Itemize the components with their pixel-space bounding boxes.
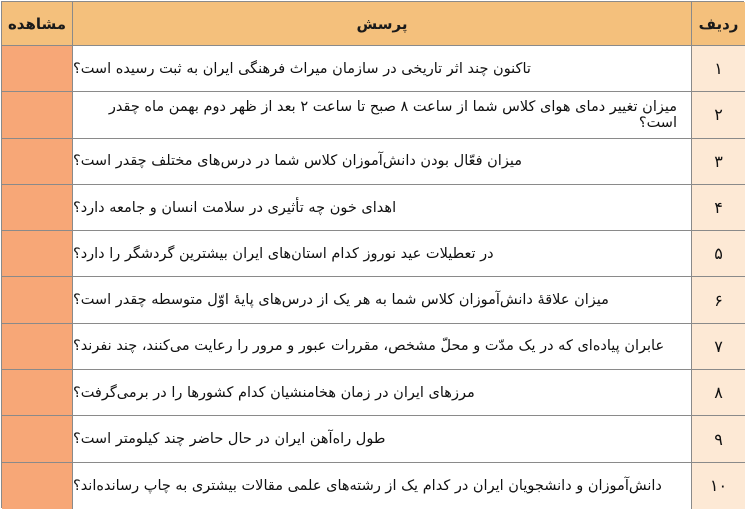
row-number-cell — [692, 92, 745, 138]
observation-cell[interactable] — [2, 463, 73, 509]
question-text: دانش‌آموزان و دانشجویان ایران در کدام یک از رشته‌های علمی مقالات بیشتری به چاپ رسانده‌اند؟ — [73, 477, 662, 494]
row-number-cell — [692, 463, 745, 509]
observation-cell[interactable] — [2, 185, 73, 231]
observation-cell[interactable] — [2, 416, 73, 462]
observation-cell[interactable] — [2, 46, 73, 92]
header-row-label: ردیف — [698, 14, 739, 33]
row-number-cell — [692, 185, 745, 231]
question-text: طول راه‌آهن ایران در حال حاضر چند کیلومتر است؟ — [73, 431, 386, 448]
header-observation — [2, 2, 73, 46]
row-number-cell — [692, 324, 745, 370]
header-row — [692, 2, 745, 46]
row-number: ۱۰ — [709, 476, 728, 496]
question-text: مرزهای ایران در زمان هخامنشیان کدام کشورها را در برمی‌گرفت؟ — [73, 384, 475, 401]
observation-cell[interactable] — [2, 92, 73, 138]
header-question-label: پرسش — [356, 14, 408, 33]
row-number: ۴ — [714, 198, 723, 218]
question-cell — [73, 92, 692, 138]
row-number: ۲ — [714, 105, 723, 125]
question-text: میزان فعّال بودن دانش‌آموزان کلاس شما در درس‌های مختلف چقدر است؟ — [73, 153, 522, 170]
question-cell — [73, 463, 692, 509]
row-number: ۸ — [714, 383, 723, 403]
question-text: اهدای خون چه تأثیری در سلامت انسان و جامعه دارد؟ — [73, 199, 397, 216]
question-text: عابران پیاده‌ای که در یک مدّت و محلّ مشخص، مقررات عبور و مرور را رعایت می‌کنند، چند نفرند؟ — [73, 338, 665, 355]
row-number-cell — [692, 231, 745, 277]
question-text: میزان علاقهٔ دانش‌آموزان کلاس شما به هر یک از درس‌های پایهٔ اوّل متوسطه چقدر است؟ — [73, 292, 609, 309]
question-cell — [73, 185, 692, 231]
question-cell — [73, 416, 692, 462]
header-observation-label: مشاهده — [7, 14, 67, 33]
question-text: در تعطیلات عید نوروز کدام استان‌های ایران بیشترین گردشگر را دارد؟ — [73, 245, 494, 262]
observation-cell[interactable] — [2, 324, 73, 370]
row-number: ۵ — [714, 244, 723, 264]
question-text: تاکنون چند اثر تاریخی در سازمان میراث فرهنگی ایران به ثبت رسیده است؟ — [73, 60, 531, 77]
question-cell — [73, 370, 692, 416]
observation-cell[interactable] — [2, 370, 73, 416]
question-cell — [73, 277, 692, 323]
row-number: ۳ — [714, 151, 723, 171]
row-number-cell — [692, 416, 745, 462]
observation-cell[interactable] — [2, 139, 73, 185]
question-cell — [73, 46, 692, 92]
header-question — [73, 2, 692, 46]
question-text: میزان تغییر دمای هوای کلاس شما از ساعت ۸ صبح تا ساعت ۲ بعد از ظهر دوم بهمن ماه چقدر است؟ — [108, 98, 677, 131]
row-number-cell — [692, 139, 745, 185]
question-cell — [73, 324, 692, 370]
row-number: ۱ — [714, 59, 723, 79]
row-number-cell — [692, 370, 745, 416]
row-number-cell — [692, 46, 745, 92]
observation-cell[interactable] — [2, 231, 73, 277]
question-cell — [73, 139, 692, 185]
row-number-cell — [692, 277, 745, 323]
row-number: ۶ — [714, 290, 723, 310]
row-number: ۹ — [714, 429, 723, 449]
questions-table — [1, 1, 744, 508]
observation-cell[interactable] — [2, 277, 73, 323]
row-number: ۷ — [714, 336, 723, 356]
question-cell — [73, 231, 692, 277]
